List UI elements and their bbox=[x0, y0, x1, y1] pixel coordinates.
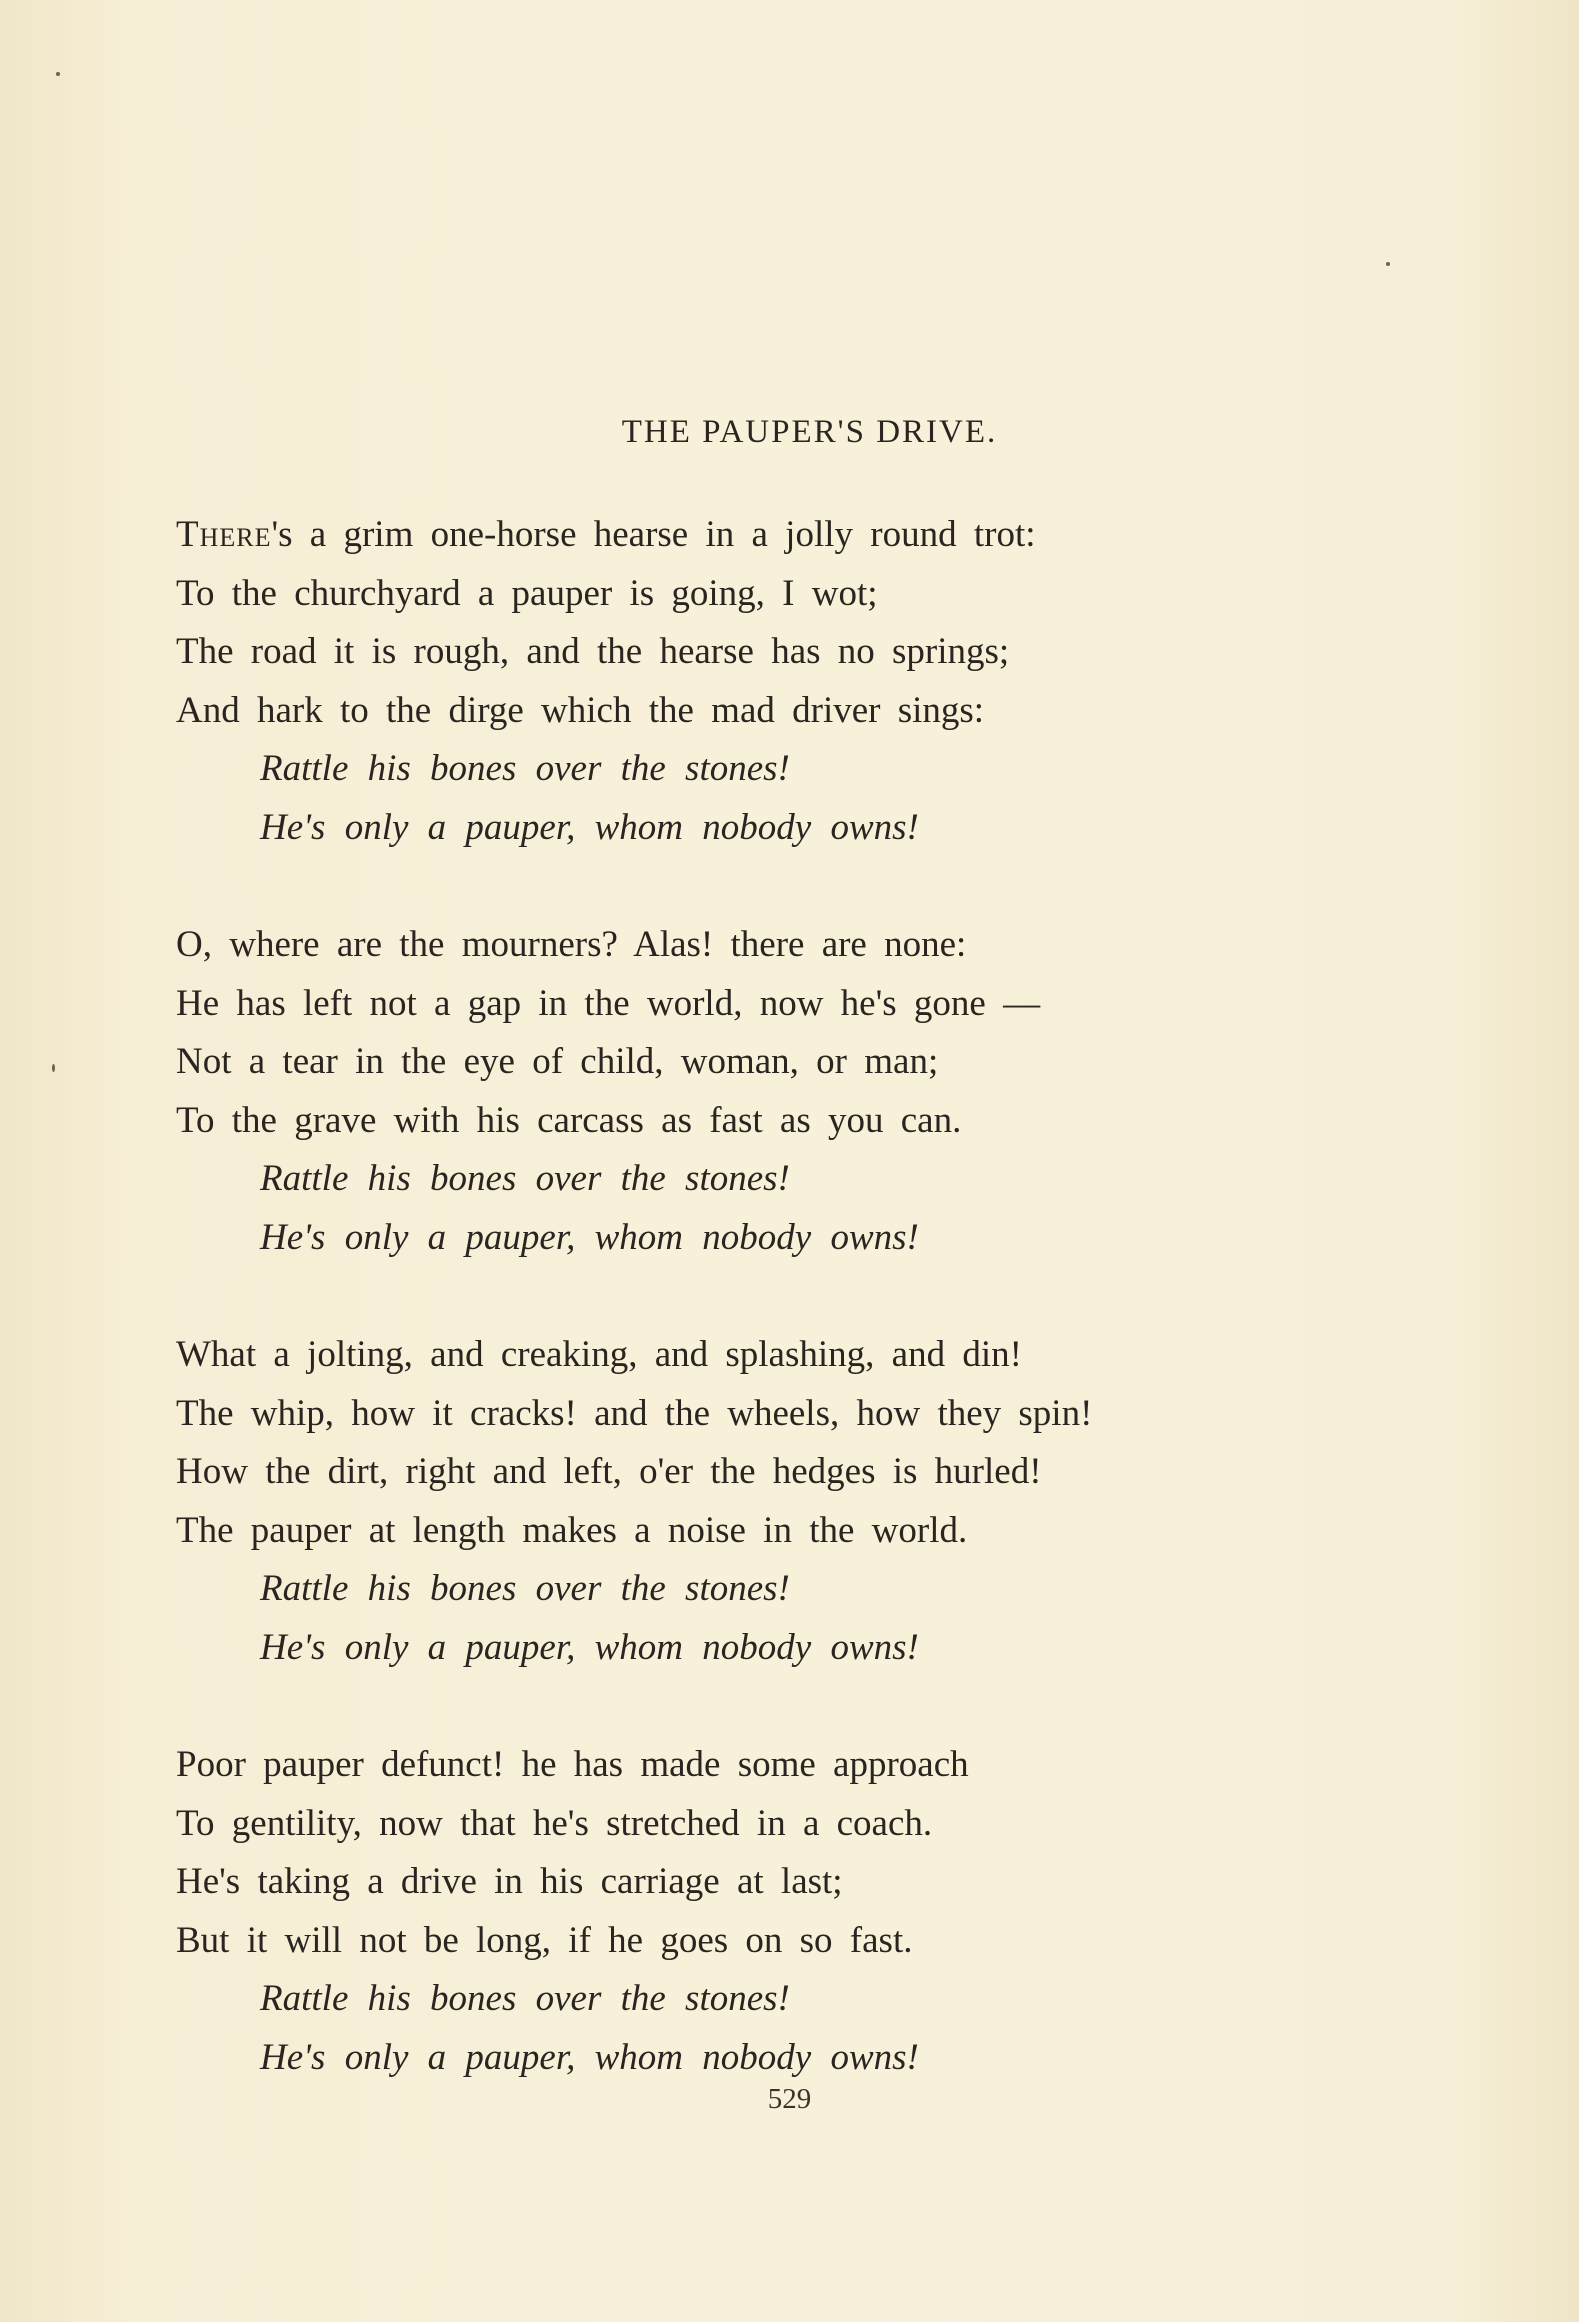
stanza-3 bbox=[176, 1326, 1376, 1677]
poem-line: O, where are the mourners? Alas! there are none: bbox=[176, 924, 967, 965]
paper-speck bbox=[56, 72, 60, 76]
stanza-1 bbox=[176, 506, 1376, 857]
refrain-line: Rattle his bones over the stones! bbox=[260, 1158, 790, 1199]
poem-line: What a jolting, and creaking, and splashing, and din! bbox=[176, 1334, 1022, 1375]
refrain-line: Rattle his bones over the stones! bbox=[260, 1978, 790, 2019]
poem-line: He has left not a gap in the world, now he's gone — bbox=[176, 982, 1041, 1024]
poem-line: The whip, how it cracks! and the wheels, how they spin! bbox=[176, 1392, 1093, 1434]
poem-line: But it will not be long, if he goes on so fast. bbox=[176, 1919, 913, 1961]
refrain-line: Rattle his bones over the stones! bbox=[260, 748, 790, 789]
refrain-line: He's only a pauper, whom nobody owns! bbox=[260, 1216, 919, 1258]
refrain-line: Rattle his bones over the stones! bbox=[260, 1568, 790, 1609]
refrain-line: He's only a pauper, whom nobody owns! bbox=[260, 806, 919, 848]
poem-line: Poor pauper defunct! he has made some approach bbox=[176, 1744, 969, 1785]
poem-line: To the grave with his carcass as fast as you can. bbox=[176, 1099, 962, 1141]
first-word: There bbox=[176, 514, 272, 555]
first-line-rest: 's a grim one-horse hearse in a jolly round trot: bbox=[271, 514, 1036, 555]
refrain-line: He's only a pauper, whom nobody owns! bbox=[260, 2036, 919, 2078]
poem-line: He's taking a drive in his carriage at last; bbox=[176, 1861, 843, 1902]
paper-speck bbox=[52, 1064, 55, 1072]
stanza-4 bbox=[176, 1736, 1376, 2087]
poem-line: To the churchyard a pauper is going, I wot; bbox=[176, 572, 878, 614]
poem-line: The road it is rough, and the hearse has no springs; bbox=[176, 631, 1010, 672]
poem-line: Not a tear in the eye of child, woman, or man; bbox=[176, 1041, 939, 1082]
page-number: 529 bbox=[767, 2083, 812, 2115]
refrain-line: He's only a pauper, whom nobody owns! bbox=[260, 1626, 919, 1668]
poem-line: And hark to the dirge which the mad driver sings: bbox=[176, 689, 985, 731]
poem-line: The pauper at length makes a noise in the world. bbox=[176, 1509, 968, 1551]
stanza-2 bbox=[176, 916, 1376, 1267]
paper-speck bbox=[1386, 262, 1390, 266]
poem-line: How the dirt, right and left, o'er the hedges is hurled! bbox=[176, 1451, 1042, 1492]
poem-body bbox=[176, 506, 1376, 2146]
poem-title: THE PAUPER'S DRIVE. bbox=[621, 414, 998, 450]
poem-line bbox=[176, 506, 1376, 565]
poem-line: To gentility, now that he's stretched in a coach. bbox=[176, 1802, 933, 1844]
